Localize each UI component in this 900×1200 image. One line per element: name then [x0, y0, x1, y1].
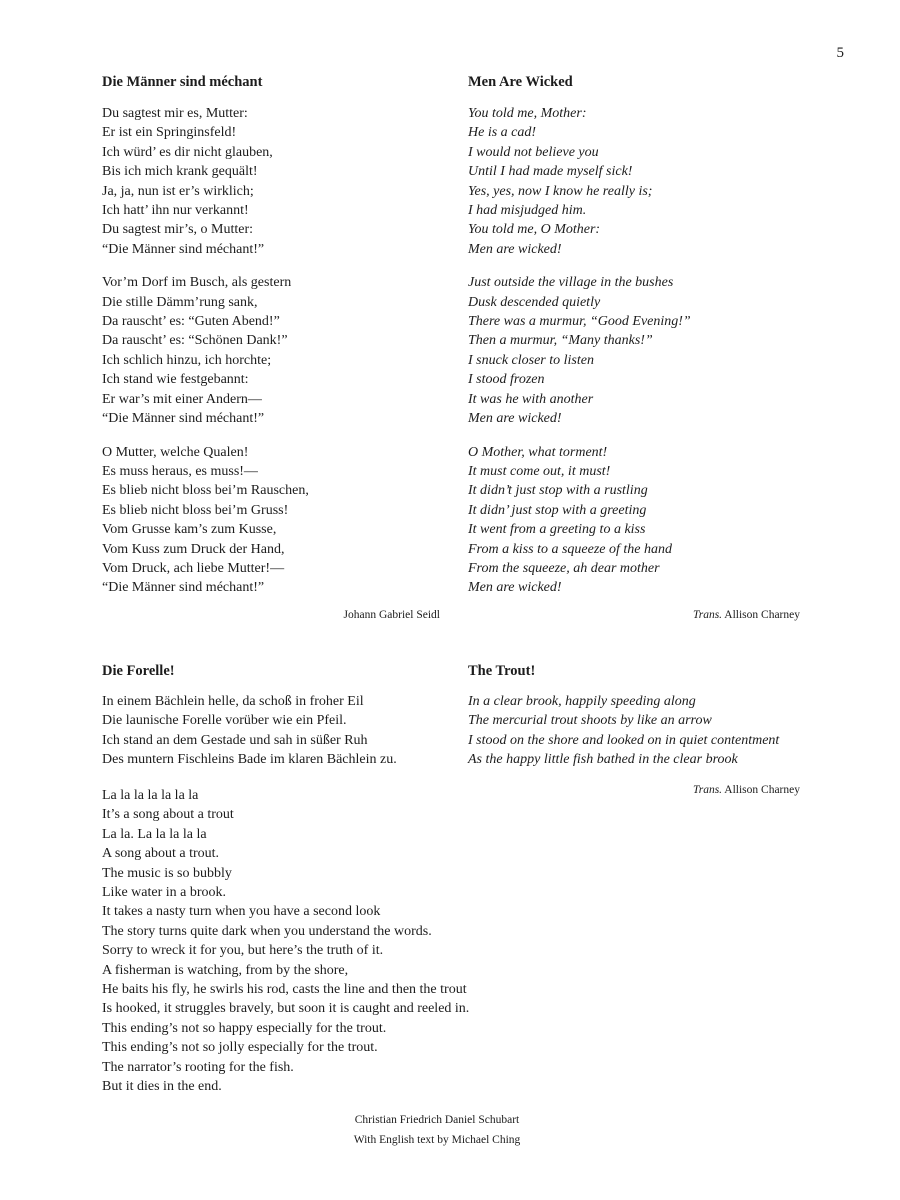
- song2-poet-credit: Christian Friedrich Daniel Schubart: [354, 1114, 520, 1126]
- verse-line: It’s a song about a trout: [102, 807, 234, 823]
- song1-german-title: Die Männer sind méchant: [102, 74, 263, 90]
- verse-line: Men are wicked!: [468, 580, 562, 596]
- verse-line: I had misjudged him.: [468, 203, 587, 219]
- verse-line: From the squeeze, ah dear mother: [468, 560, 660, 576]
- verse-line: This ending’s not so happy especially for the trout.: [102, 1020, 387, 1036]
- verse-line: Es blieb nicht bloss bei’m Gruss!: [102, 502, 289, 518]
- verse-line: In einem Bächlein helle, da schoß in froher Eil: [102, 694, 364, 709]
- song2-german-stanza: [102, 692, 462, 770]
- verse-line: Is hooked, it struggles bravely, but soon it is caught and reeled in.: [102, 1001, 470, 1017]
- song1-english-column: [468, 73, 808, 598]
- song1-english-title: Men Are Wicked: [468, 74, 573, 90]
- translator-name: Allison Charney: [724, 784, 800, 796]
- verse-line: Die launische Forelle vorüber wie ein Pfeil.: [102, 713, 347, 729]
- verse-line: Die stille Dämm’rung sank,: [102, 294, 258, 310]
- trans-prefix: Trans.: [692, 609, 723, 621]
- verse-line: The mercurial trout shoots by like an arrow: [468, 713, 712, 729]
- verse-line: La la la la la la la: [102, 788, 199, 803]
- verse-line: “Die Männer sind méchant!”: [102, 580, 265, 596]
- verse-line: He baits his fly, he swirls his rod, casts the line and then the trout: [102, 982, 467, 998]
- verse-line: There was a murmur, “Good Evening!”: [468, 314, 691, 330]
- verse-line: Dusk descended quietly: [468, 294, 601, 310]
- verse-line: Ich hatt’ ihn nur verkannt!: [102, 203, 249, 219]
- verse-line: Ja, ja, nun ist er’s wirklich;: [102, 183, 254, 199]
- verse-line: O Mother, what torment!: [468, 444, 608, 460]
- verse-line: Then a murmur, “Many thanks!”: [468, 333, 653, 349]
- verse-line: Ich stand an dem Gestade und sah in süßer Ruh: [102, 732, 368, 748]
- verse-line: Sorry to wreck it for you, but here’s the truth of it.: [102, 943, 384, 959]
- verse-line: Until I had made myself sick!: [468, 164, 633, 180]
- verse-line: Bis ich mich krank gequält!: [102, 164, 258, 180]
- verse-line: It went from a greeting to a kiss: [468, 522, 646, 538]
- verse-line: “Die Männer sind méchant!”: [102, 241, 265, 257]
- verse-line: Du sagtest mir’s, o Mutter:: [102, 222, 254, 238]
- english-lyrics-stanza: [102, 786, 622, 1097]
- verse-line: Vor’m Dorf im Busch, als gestern: [102, 275, 292, 291]
- song1-english-stanza-1: [468, 104, 808, 259]
- verse-line: I would not believe you: [468, 144, 599, 160]
- verse-line: It takes a nasty turn when you have a second look: [102, 904, 381, 920]
- verse-line: Like water in a brook.: [102, 885, 227, 901]
- verse-line: You told me, Mother:: [468, 106, 587, 121]
- song2-german-title: Die Forelle!: [102, 663, 175, 679]
- verse-line: Ich würd’ es dir nicht glauben,: [102, 144, 273, 160]
- verse-line: Vom Kuss zum Druck der Hand,: [102, 541, 285, 557]
- verse-line: It didn’t just stop with a rustling: [468, 483, 648, 499]
- verse-line: This ending’s not so jolly especially for the trout.: [102, 1040, 378, 1056]
- song2-english-title: The Trout!: [468, 663, 536, 679]
- verse-line: The narrator’s rooting for the fish.: [102, 1059, 294, 1075]
- trans-prefix: Trans.: [692, 784, 723, 796]
- verse-line: I snuck closer to listen: [468, 352, 594, 368]
- verse-line: From a kiss to a squeeze of the hand: [468, 541, 673, 557]
- verse-line: O Mutter, welche Qualen!: [102, 444, 249, 460]
- verse-line: Men are wicked!: [468, 241, 562, 257]
- verse-line: It didn’ just stop with a greeting: [468, 502, 647, 518]
- verse-line: I stood on the shore and looked on in quiet contentment: [468, 732, 780, 748]
- verse-line: Vom Grusse kam’s zum Kusse,: [102, 522, 277, 538]
- verse-line: You told me, O Mother:: [468, 222, 601, 238]
- song2-credits: [207, 1110, 667, 1150]
- verse-line: Yes, yes, now I know he really is;: [468, 183, 653, 199]
- verse-line: Er ist ein Springinsfeld!: [102, 125, 237, 141]
- song2-english-text-credit: With English text by Michael Ching: [353, 1134, 521, 1146]
- verse-line: Es muss heraus, es muss!—: [102, 463, 258, 479]
- song2-english-lyrics: [102, 786, 622, 1097]
- verse-line: Er war’s mit einer Andern—: [102, 391, 262, 407]
- song1-translator-credit: [560, 609, 800, 621]
- verse-line: The music is so bubbly: [102, 865, 232, 881]
- song1-german-stanza-2: [102, 273, 442, 428]
- verse-line: But it dies in the end.: [102, 1079, 222, 1095]
- verse-line: Just outside the village in the bushes: [468, 275, 674, 291]
- verse-line: Da rauscht’ es: “Guten Abend!”: [102, 314, 280, 330]
- verse-line: Du sagtest mir es, Mutter:: [102, 106, 248, 121]
- verse-line: Es blieb nicht bloss bei’m Rauschen,: [102, 483, 309, 499]
- song2-english-column: [468, 662, 808, 770]
- verse-line: Da rauscht’ es: “Schönen Dank!”: [102, 333, 288, 349]
- verse-line: I stood frozen: [468, 372, 545, 388]
- song1-german-stanza-1: [102, 104, 442, 259]
- verse-line: The story turns quite dark when you understand the words.: [102, 923, 432, 939]
- verse-line: A fisherman is watching, from by the shore,: [102, 962, 349, 978]
- song2-german-column: [102, 662, 462, 770]
- song1-poet-credit: Johann Gabriel Seidl: [343, 609, 440, 621]
- song1-english-stanza-2: [468, 273, 808, 428]
- translator-name: Allison Charney: [724, 609, 800, 621]
- verse-line: Men are wicked!: [468, 411, 562, 427]
- verse-line: He is a cad!: [468, 125, 537, 141]
- verse-line: Ich schlich hinzu, ich horchte;: [102, 352, 272, 368]
- song2-english-stanza: [468, 692, 808, 770]
- verse-line: It must come out, it must!: [468, 463, 611, 479]
- verse-line: As the happy little fish bathed in the clear brook: [468, 752, 738, 768]
- verse-line: It was he with another: [468, 391, 594, 407]
- verse-line: La la. La la la la la: [102, 826, 207, 842]
- song1-german-stanza-3: [102, 443, 442, 598]
- verse-line: In a clear brook, happily speeding along: [468, 694, 696, 709]
- page-number: 5: [836, 45, 844, 61]
- verse-line: “Die Männer sind méchant!”: [102, 411, 265, 427]
- song1-german-column: [102, 73, 442, 598]
- verse-line: Vom Druck, ach liebe Mutter!—: [102, 560, 285, 576]
- verse-line: Des muntern Fischleins Bade im klaren Bächlein zu.: [102, 752, 397, 768]
- verse-line: Ich stand wie festgebannt:: [102, 372, 249, 388]
- verse-line: A song about a trout.: [102, 846, 220, 862]
- song1-english-stanza-3: [468, 443, 808, 598]
